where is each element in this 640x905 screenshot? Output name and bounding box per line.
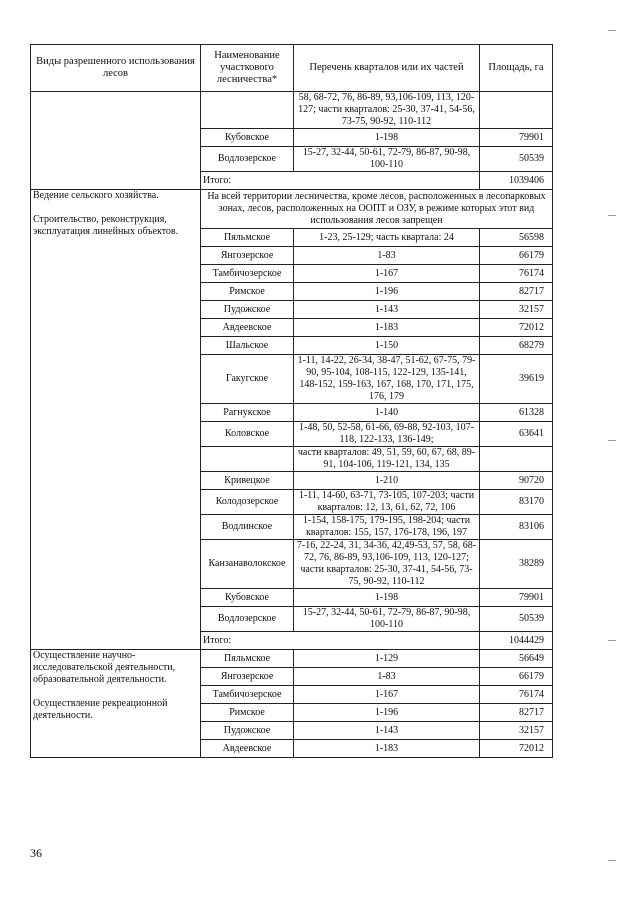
note-row: [31, 190, 553, 229]
table-header-row: [31, 45, 553, 92]
area-cell: [480, 92, 553, 129]
use-category-cell: Ведение сельского хозяйства. Строительство, реконструкция, эксплуатация линейных объектов.: [31, 190, 201, 650]
quarters-cell: 1-143: [294, 722, 480, 740]
forestry-name-cell: Канзанаволокское: [201, 540, 294, 589]
forestry-name-cell: [201, 447, 294, 472]
margin-mark: [608, 215, 616, 216]
quarters-cell: 1-140: [294, 404, 480, 422]
forestry-name-cell: Гакугское: [201, 355, 294, 404]
forestry-name-cell: Авдеевское: [201, 319, 294, 337]
table-row: [31, 650, 553, 668]
quarters-cell: 1-167: [294, 265, 480, 283]
quarters-cell: 58, 68-72, 76, 86-89, 93,106-109, 113, 120-127; части кварталов: 25-30, 37-41, 54-56, 73-75, 90-92, 110-112: [294, 92, 480, 129]
forestry-name-cell: Пудожское: [201, 722, 294, 740]
area-cell: [480, 447, 553, 472]
area-cell: 79901: [480, 589, 553, 607]
margin-mark: [608, 30, 616, 31]
use-category-cell: [31, 92, 201, 190]
quarters-cell: 1-198: [294, 129, 480, 147]
margin-mark: [608, 860, 616, 861]
header-forestry-name: Наименование участкового лесничества*: [201, 45, 294, 92]
area-cell: 72012: [480, 319, 553, 337]
quarters-cell: 15-27, 32-44, 50-61, 72-79, 86-87, 90-98, 100-110: [294, 607, 480, 632]
area-cell: 56598: [480, 229, 553, 247]
forest-use-table: [30, 44, 553, 758]
area-cell: 83106: [480, 515, 553, 540]
area-cell: 50539: [480, 147, 553, 172]
page-number: 36: [30, 846, 42, 860]
area-cell: 66179: [480, 247, 553, 265]
margin-mark: [608, 440, 616, 441]
quarters-cell: 1-167: [294, 686, 480, 704]
forestry-name-cell: Пяльмское: [201, 650, 294, 668]
quarters-cell: 1-83: [294, 668, 480, 686]
area-cell: 61328: [480, 404, 553, 422]
area-cell: 56649: [480, 650, 553, 668]
forestry-name-cell: Тамбичозерское: [201, 265, 294, 283]
area-cell: 76174: [480, 265, 553, 283]
total-label: Итого:: [201, 172, 480, 190]
quarters-cell: 1-196: [294, 283, 480, 301]
forestry-name-cell: Кубовское: [201, 589, 294, 607]
quarters-cell: 1-11, 14-22, 26-34, 38-47, 51-62, 67-75, 79-90, 95-104, 108-115, 122-129, 135-141, 148-152, 159-163, 167, 168, 170, 171, 175, 176, 179: [294, 355, 480, 404]
header-quarters: Перечень кварталов или их частей: [294, 45, 480, 92]
forestry-name-cell: Янгозерское: [201, 247, 294, 265]
forestry-name-cell: Римское: [201, 283, 294, 301]
area-cell: 82717: [480, 283, 553, 301]
quarters-cell: 1-196: [294, 704, 480, 722]
forestry-name-cell: Кривецкое: [201, 472, 294, 490]
quarters-cell: 1-143: [294, 301, 480, 319]
forestry-name-cell: Пяльмское: [201, 229, 294, 247]
area-cell: 72012: [480, 740, 553, 758]
area-cell: 66179: [480, 668, 553, 686]
quarters-cell: 7-16, 22-24, 31, 34-36, 42,49-53, 57, 58, 68-72, 76, 86-89, 93,106-109, 113, 120-127; части кварталов: 25-30, 37-41, 54-56, 73-75, 90-92, 110-112: [294, 540, 480, 589]
area-cell: 63641: [480, 422, 553, 447]
area-cell: 32157: [480, 722, 553, 740]
forestry-name-cell: Шальское: [201, 337, 294, 355]
quarters-cell: 1-129: [294, 650, 480, 668]
forestry-name-cell: Тамбичозерское: [201, 686, 294, 704]
quarters-cell: 1-154, 158-175, 179-195, 198-204; части кварталов: 155, 157, 176-178, 196, 197: [294, 515, 480, 540]
quarters-cell: 1-150: [294, 337, 480, 355]
area-cell: 83170: [480, 490, 553, 515]
area-cell: 32157: [480, 301, 553, 319]
quarters-cell: 1-183: [294, 740, 480, 758]
table-row: [31, 92, 553, 129]
area-cell: 90720: [480, 472, 553, 490]
total-value: 1044429: [480, 632, 553, 650]
forestry-name-cell: Коловское: [201, 422, 294, 447]
forestry-name-cell: Кубовское: [201, 129, 294, 147]
quarters-cell: 1-23, 25-129; часть квартала: 24: [294, 229, 480, 247]
margin-mark: [608, 640, 616, 641]
forestry-name-cell: Водлозерское: [201, 607, 294, 632]
quarters-cell: 1-210: [294, 472, 480, 490]
quarters-cell: 15-27, 32-44, 50-61, 72-79, 86-87, 90-98, 100-110: [294, 147, 480, 172]
forestry-name-cell: Водлозерское: [201, 147, 294, 172]
territory-note: На всей территории лесничества, кроме лесов, расположенных в лесопарковых зонах, лесов, расположенных на ООПТ и ОЗУ, в режиме которых этот вид использования лесов запрещен: [201, 190, 553, 229]
area-cell: 79901: [480, 129, 553, 147]
forestry-name-cell: Пудожское: [201, 301, 294, 319]
quarters-cell: 1-83: [294, 247, 480, 265]
use-category-cell: Осуществление научно-исследовательской деятельности, образовательной деятельности. Осуществление рекреационной деятельности.: [31, 650, 201, 758]
area-cell: 82717: [480, 704, 553, 722]
forestry-name-cell: Авдеевское: [201, 740, 294, 758]
forestry-name-cell: Римское: [201, 704, 294, 722]
area-cell: 38289: [480, 540, 553, 589]
header-area: Площадь, га: [480, 45, 553, 92]
forestry-name-cell: Рагнукское: [201, 404, 294, 422]
total-label: Итого:: [201, 632, 480, 650]
quarters-cell: 1-11, 14-60, 63-71, 73-105, 107-203; части кварталов: 12, 13, 61, 62, 72, 106: [294, 490, 480, 515]
forestry-name-cell: Водлинское: [201, 515, 294, 540]
quarters-cell: части кварталов: 49, 51, 59, 60, 67, 68, 89-91, 104-106, 119-121, 134, 135: [294, 447, 480, 472]
area-cell: 68279: [480, 337, 553, 355]
total-value: 1039406: [480, 172, 553, 190]
quarters-cell: 1-198: [294, 589, 480, 607]
quarters-cell: 1-48, 50, 52-58, 61-66, 69-88, 92-103, 107-118, 122-133, 136-149;: [294, 422, 480, 447]
area-cell: 39619: [480, 355, 553, 404]
forestry-name-cell: Колодозерское: [201, 490, 294, 515]
header-use-type: Виды разрешенного использования лесов: [31, 45, 201, 92]
forestry-name-cell: Янгозерское: [201, 668, 294, 686]
area-cell: 50539: [480, 607, 553, 632]
quarters-cell: 1-183: [294, 319, 480, 337]
area-cell: 76174: [480, 686, 553, 704]
forestry-name-cell: [201, 92, 294, 129]
